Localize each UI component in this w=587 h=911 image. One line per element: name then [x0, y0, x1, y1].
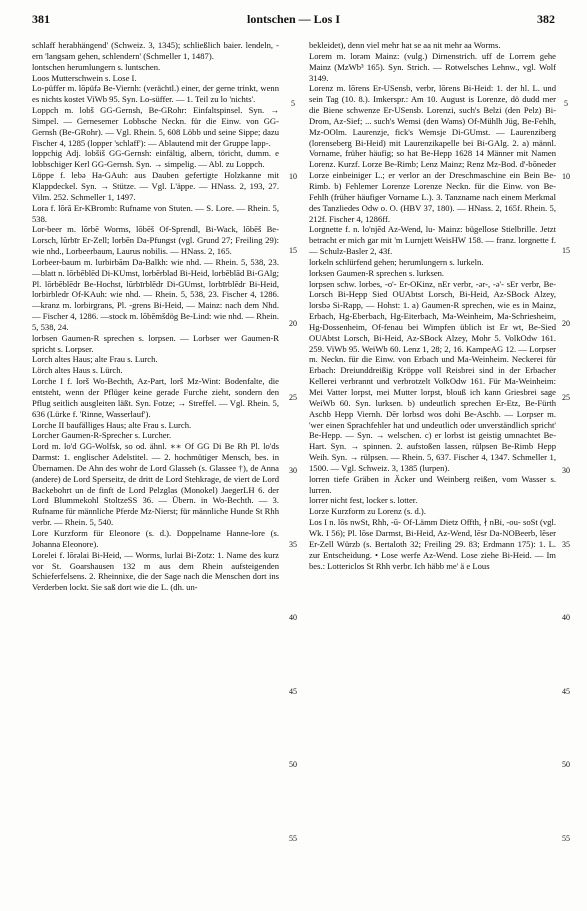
line-number: 35: [289, 539, 297, 549]
dictionary-entry: Loos Mutterschwein s. Lose I.: [32, 72, 137, 83]
dictionary-entry: lorbsen Gaumen-R sprechen s. lorpsen. — Lorbser wer Gaumen-R spricht s. Lorpser.: [32, 332, 279, 354]
line-number: 25: [562, 392, 570, 402]
page-number-right: 382: [537, 12, 555, 26]
line-number: 15: [289, 245, 297, 255]
dictionary-entry: Lorgnette f. n. lo'njēd Az-Wend, lu- Mainz: bügellose Stielbrille. Jetzt betracht er mich gar mit 'm Lurnjett WeisHW 158. — franz. lorgnette f. — Schulz-Basler 2, 43f.: [309, 224, 556, 257]
line-number: 45: [289, 686, 297, 696]
dictionary-entry: Lore Kurzform für Eleonore (s. d.). Doppelname Hanne-lore (s. Johanna Eleonore).: [32, 527, 279, 549]
line-number: 30: [562, 466, 570, 476]
dictionary-entry: bekleidet), denn viel mehr hat se aa nit mehr aa Worms.: [309, 40, 501, 50]
dictionary-entry: Lorze Kurzform zu Lorenz (s. d.).: [309, 506, 426, 517]
line-number: 50: [289, 760, 297, 770]
dictionary-entry: Lorenz m. lōrens Er-USensb, verbr, lōrens Bi-Heid: 1. der hl. L. und sein Tag (10. 8.). Imkerspr.: Am 10. August is Lorenze, dö dudd mer die Biene schwenze Er-USensb. Lorenzi, such's Belzi (den Pelz) Bi-Drom, Az-Sief; ... such's Wemsi (den Wams) Of-Mühlh Jüg, Be-Fehlh, Mz-OOlm. Laurenzje, fick's Wemsje Di-GUmst. — Laurenziberg (lorenseberg Bi-Heid) mit Laurenzikapelle bei Bi-GAlg. 2. a) männl. Vorname, früher häufig; so hat Be-Hepp 1628 14 Männer mit Namen Lorenz. Kurzf. Lorze Be-Rimb; Lenz Mainz; Renz Mz-Bod. d'-bōneder Lorze einbeiniger L.; er verlor an der Dreschmaschine ein Bein Be-Rimb. b) Fehlemer Lorenze Lorenze Neckn. für die Einw. von Be-Fehlh (früher häufiger Vorname L.). 3. Tanzname nach einem Merkmal des Tanzliedes Odw o. O. (HBV 37, 180). — HNass. 2, 165f. Rhein. 5, 212f. Fischer 4, 1286ff.: [309, 83, 556, 224]
dictionary-entry: Lorbeer-baum m. lurbirbām Da-Balkh: wie nhd. — Rhein. 5, 538, 23. —blatt n. lōrbēblēd Di-KUmst, lorbērblad Bi-Heid, lorbēblād Bi-GAlg; Pl. lōrbēblēdr Be-Hochst, lūrbīrblēdr Di-GUmst, lorbīrblēdr Bi-Heid, lorbirbledr Of-KAuh: wie nhd. — Rhein. 5, 538, 23. Fischer 4, 1286. —kranz m. lorbirgrans, Pl. -grens Bi-Heid, — Mainz: nach dem Nhd. — Fischer 4, 1286. —stock m. lōbēmšdög Be-Lind: wie nhd. — Rhein. 5, 538, 24.: [32, 256, 279, 332]
line-number: 5: [291, 98, 295, 108]
line-number: 10: [562, 172, 570, 182]
line-number: 20: [562, 319, 570, 329]
page-number-left: 381: [32, 12, 50, 26]
line-number: 25: [289, 392, 297, 402]
dictionary-entry: lorkeln schlürfend gehen; herumlungern s. lurkeln.: [309, 256, 484, 267]
dictionary-entry: Lo-püffer m. lōpüfə Be-Viernh: (verächtl.) einer, der gerne trinkt, wenn es nichts kostet ViWb 95. Syn. Lo-süffer. — 1. Teil zu lo 'nichts'.: [32, 83, 279, 105]
line-number: 50: [562, 760, 570, 770]
dictionary-entry: Löppe f. lebə Ha-GAuh: aus Dauben gefertigte Holzkanne mit Klappdeckel. Syn. → Stütze. — Vgl. L'äppe. — HNass. 2, 193, 27. Vilm. 252. Schmeller 1, 1497.: [32, 170, 279, 202]
page-header: [32, 12, 555, 32]
dictionary-entry: Lorelei f. lōrəlai Bi-Heid, — Worms, lurlai Bi-Zotz: 1. Name des kurz vor St. Goarshausen 132 m aus dem Rhein aufsteigenden Schieferfelsens. 2. Rheinnixe, die der Sage nach die Menschen dort ins Verderben lockt. Sie saß dort wie die L. (dh. un-: [32, 549, 279, 593]
dictionary-entry: Lor-beer m. lōrbē Worms, lōbēš Of-Sprendl, Bi-Wack, lōbēš Be-Lorsch, lūrbīr Er-Zell; lorbēn Da-Pfungst (vgl. Grund 27; Freiling 29): wie nhd., Lorbeerbaum, Laurus nobilis. — HNass. 2, 165.: [32, 224, 279, 257]
dictionary-entry: Loppch m. lobš GG-Gernsh, Be-GRohr: Einfaltspinsel. Syn. → Simpel. — Gernesemer Lobbsche Neckn. für die Einw. von GG-Gernsh (Be-GRohr). — Vgl. Rhein. 5, 608 Löbb und seine Sippe; dazu Fischer 4, 1285 (lopper 'schlaff'): — Ablautend mit der Gruppe lapp-.: [32, 105, 279, 148]
line-number: 15: [562, 245, 570, 255]
dictionary-entry: Lorcher Gaumen-R-Sprecher s. Lurcher.: [32, 430, 172, 441]
line-number: 30: [289, 466, 297, 476]
dictionary-entry: Lorche II baufälliges Haus; alte Frau s. Lurch.: [32, 419, 192, 430]
dictionary-entry: lorksen Gaumen-R sprechen s. lurksen.: [309, 267, 445, 278]
line-number: 55: [562, 833, 570, 843]
right-column: [309, 40, 556, 571]
line-number: 5: [564, 98, 568, 108]
dictionary-entry: Lorem m. lorəm Mainz: (vulg.) Dirnenstrich. uff de Lorrem gehe Mainz (MzWb³ 165). Syn. Strich. — Rotwelsches Lehnw., vgl. Wolf 3149.: [309, 50, 556, 83]
dictionary-entry: lorpsen schw. lorbes, -o'- Er-OKinz, nEr verbr, -ər-, -ə'- sEr verbr, Be-Lorsch Bi-Hepp Sied OUAbtst Lorsch, Bi-Heid, Az-SBock Alzey, lorsbə Si-Rapp, — Hohst: 1. a) Gaumen-R sprechen, wie es in Mainz, Erbach, Hg-Eberbach, Hg-Eiterbach, Ma-Weinheim, Ma-Schriesheim, Hg-Dossenheim, Of-fenau bei Wimpfen üblich ist Er wt, Be-Sied OUAbtst Lorsch, Bi-Heid, Az-SBock Alzey, Mohr 5. VolkOdw 161. 259. ViWb 95. WeiWb 60. Lenz 1, 28; 2, 16. KampeAG 12. — Lorpser m. Neckn. für die Einw. von Erbach und Ma-Weinheim. Neckerei für Erbach: Dreiunddreißig Kröppe voll Reisbrei sind in der Erbacher Kellerei verbrannt und verbrotzelt VolkOdw 161. Für Ma-Weinheim: Mei Vatter lorpst, mei Mutter lorpst, blouß ich kann Griesbrei sage WeiWb 60. Syn. lurksen. b) undeutlich sprechen Er-Etz, Be-Fürth Aschb Hepp Viernh. Dēr lorbsd wos dohi Be-Aschb. — Lorpser m. 'wer einen Sprachfehler hat und undeutlich oder unverständlich spricht' Be-Hepp. — Syn. → welschen. c) er lorbst ist geistig umnachtet Be-Hart. Syn. → spinnen. 2. aufstoßen lassen, rülpsen Be-Rimb Hepp Weih. Syn. → rülpsen. — Rhein. 5, 637. Fischer 4, 1347. Schmeller 1, 1500. — Vgl. Schweiz. 3, 1385 (lurpen).: [309, 278, 556, 473]
line-number: 55: [289, 833, 297, 843]
dictionary-entry: lontschen herumlungern s. luntschen.: [32, 61, 161, 72]
dictionary-entry: schlaff herabhängend' (Schweiz. 3, 1345); schließlich baier. lendeln, -ern 'langsam gehen, schlendern' (Schmeller 1, 1487).: [32, 40, 279, 61]
line-number: 35: [562, 539, 570, 549]
dictionary-entry: Lora f. lōrā Er-KBromb: Rufname von Stuten. — S. Lore. — Rhein. 5, 538.: [32, 202, 279, 224]
dictionary-entry: lorrer nicht fest, locker s. lotter.: [309, 495, 418, 506]
line-number: 20: [289, 319, 297, 329]
dictionary-entry: loppchig Adj. lobšiš GG-Gernsh: einfältig, albern, töricht, dumm. e lobbschiger Kerl GG-Gernsh. Syn. → simpelig. — Abl. zu Loppch.: [32, 148, 279, 170]
dictionary-entry: Lorche I f. lorš Wo-Bechth, Az-Part, lorš Mz-Wint: Bodenfalte, die entsteht, wenn der Pflüger keine gerade Furche zieht, sondern den Pflug seitlich ausgleiten läßt. Syn. Fotze; → Streffel. — Vgl. Rhein. 5, 636 (Lürke f. 'Rinne, Wasserlauf').: [32, 376, 279, 419]
line-number: 45: [562, 686, 570, 696]
line-number: 40: [289, 613, 297, 623]
left-column: [32, 40, 279, 593]
dictionary-entry: Los I n. lōs nwSt, Rhh, -ū- Of-Lämm Dietz Offth, ∤ nBi, -ou- soSt (vgl. Wk. I 56); Pl. lōse Darmst, Bi-Heid, Az-Wend, lēsr Da-NOBeerb, lēser Er-Zell Würzb (s. Bertaloth 32; Freiling 29. 83; Erdmann 175): 1. L. zur Entscheidung. • Lose werfe Az-Wend. Lose ziehe Bi-Heid. — Im bes.: Lottericlos St Rhh verbr. Ich häbb me' ä e Lous: [309, 517, 556, 571]
line-number: 40: [562, 613, 570, 623]
dictionary-entry: lorren tiefe Gräben in Äcker und Weinberg reißen, vom Wasser s. lurren.: [309, 473, 556, 495]
dictionary-entry: Lord m. lo'd GG-Wolfsk, so od. ähnl. ∗∗ Of GG Di Be Rh Pl. lo'ds Darmst: 1. englischer Adelstitel. — 2. hochmütiger Mensch, bes. in Übernamen. De Ahn des wohr de Lord Glasseh (s. Glassee †), de Anna (andere) de Lord Sperseitz, de dritt de Lord Stehkrage, de viert de Lord Backebohrt un de finft de Lord Pelzglas (Monokel) JaegerLH 6. der Lord Blummekohl StoltzeSS 36. — Übern. in Wo-Bechth. — 3. Rufname für männliche Pferde Mz-Nierst; für männliche Hunde St Rhh verbr. — Rhein. 5, 540.: [32, 441, 280, 528]
headword-range: lontschen — Los I: [246, 12, 341, 26]
dictionary-entry: Lörch altes Haus s. Lürch.: [32, 365, 123, 376]
line-number: 10: [289, 172, 297, 182]
dictionary-entry: Lorch altes Haus; alte Frau s. Lurch.: [32, 354, 158, 365]
